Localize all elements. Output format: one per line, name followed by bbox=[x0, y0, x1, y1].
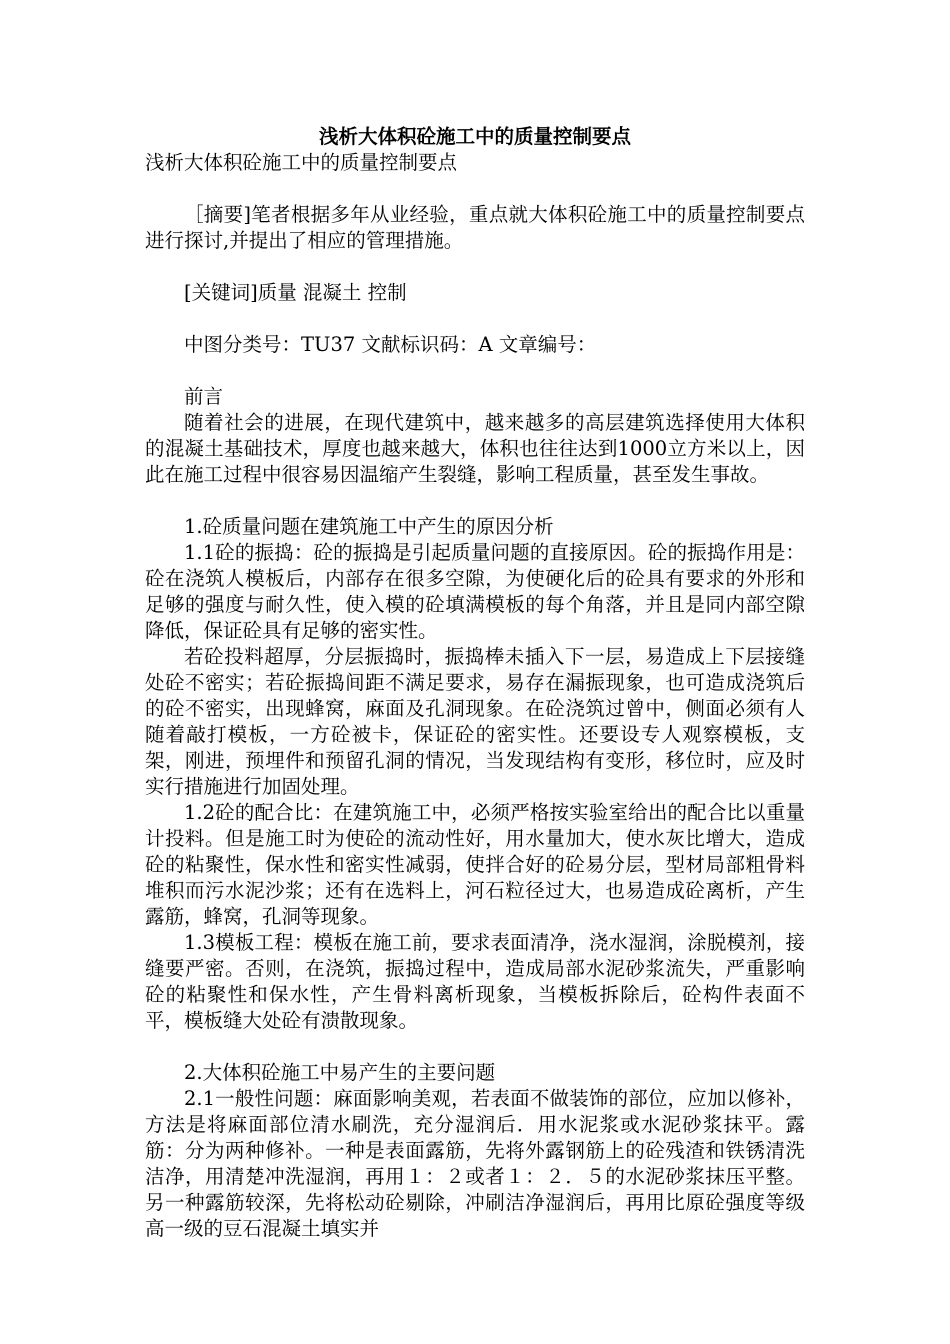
section-1-1-paragraph-2: 若砼投料超厚，分层振捣时，振捣棒未插入下一层，易造成上下层接缝处砼不密实；若砼振捣间距不满足要求，易存在漏振现象，也可造成浇筑后的砼不密实，出现蜂窝，麻面及孔洞现象。在砼浇筑过曾中，侧面必须有人随着敲打模板，一方砼被卡，保证砼的密实性。还要设专人观察模板，支架，刚进，预埋件和预留孔洞的情况，当发现结构有变形，移位时，应及时实行措施进行加固处理。 bbox=[145, 645, 805, 798]
preface-heading: 前言 bbox=[184, 385, 224, 408]
section-1-2-paragraph: 1.2砼的配合比：在建筑施工中，必须严格按实验室给出的配合比以重量计投料。但是施工时为使砼的流动性好，用水量加大，使水灰比增大，造成砼的粘聚性，保水性和密实性减弱，使拌合好的砼易分层，型材局部粗骨料堆积而污水泥沙浆；还有在选料上，河石粒径过大，也易造成砼离析，产生露筋，蜂窝，孔洞等现象。 bbox=[145, 801, 805, 928]
abstract: ［摘要]笔者根据多年从业经验，重点就大体积砼施工中的质量控制要点进行探讨,并提出了相应的管理措施。 bbox=[145, 203, 805, 252]
classification: 中图分类号：TU37 文献标识码：A 文章编号： bbox=[184, 333, 597, 356]
document-body bbox=[145, 124, 805, 1242]
preface-paragraph: 随着社会的进展，在现代建筑中，越来越多的高层建筑选择使用大体积的混凝土基础技术，厚度也越来越大，体积也往往达到1000立方米以上，因此在施工过程中很容易因温缩产生裂缝，影响工程质量，甚至发生事故。 bbox=[145, 411, 805, 486]
section-1-3-paragraph: 1.3模板工程：模板在施工前，要求表面清净，浇水湿润，涂脱模剂，接缝要严密。否则，在浇筑，振捣过程中，造成局部水泥砂浆流失，严重影响砼的粘聚性和保水性，产生骨料离析现象，当模板拆除后，砼构件表面不平，模板缝大处砼有溃散现象。 bbox=[145, 931, 805, 1032]
spacer bbox=[145, 176, 805, 202]
section-1-heading: 1.砼质量问题在建筑施工中产生的原因分析 bbox=[184, 515, 554, 538]
spacer bbox=[145, 306, 805, 332]
keywords: [关键词]质量 混凝土 控制 bbox=[184, 281, 407, 304]
spacer bbox=[145, 254, 805, 280]
spacer bbox=[145, 488, 805, 514]
document-title: 浅析大体积砼施工中的质量控制要点 bbox=[318, 125, 631, 148]
section-1-1-paragraph: 1.1砼的振捣：砼的振捣是引起质量问题的直接原因。砼的振捣作用是：砼在浇筑人模板后，内部存在很多空隙，为使硬化后的砼具有要求的外形和足够的强度与耐久性，使入模的砼填满模板的每个角落，并且是同内部空隙降低，保证砼具有足够的密实性。 bbox=[145, 541, 805, 642]
section-2-1-paragraph: 2.1一般性问题：麻面影响美观，若表面不做装饰的部位，应加以修补，方法是将麻面部位清水刷洗，充分湿润后．用水泥浆或水泥砂浆抹平。露筋：分为两种修补。一种是表面露筋，先将外露钢筋上的砼残渣和铁锈清洗洁净，用清楚冲洗湿润，再用１：２或者１：２．５的水泥砂浆抹压平整。另一种露筋较深，先将松动砼剔除，冲刷洁净湿润后，再用比原砼强度等级高一级的豆石混凝土填实并 bbox=[145, 1087, 805, 1240]
section-2-heading: 2.大体积砼施工中易产生的主要问题 bbox=[184, 1061, 496, 1084]
spacer bbox=[145, 1034, 805, 1060]
spacer bbox=[145, 358, 805, 384]
document-subtitle: 浅析大体积砼施工中的质量控制要点 bbox=[145, 151, 458, 174]
